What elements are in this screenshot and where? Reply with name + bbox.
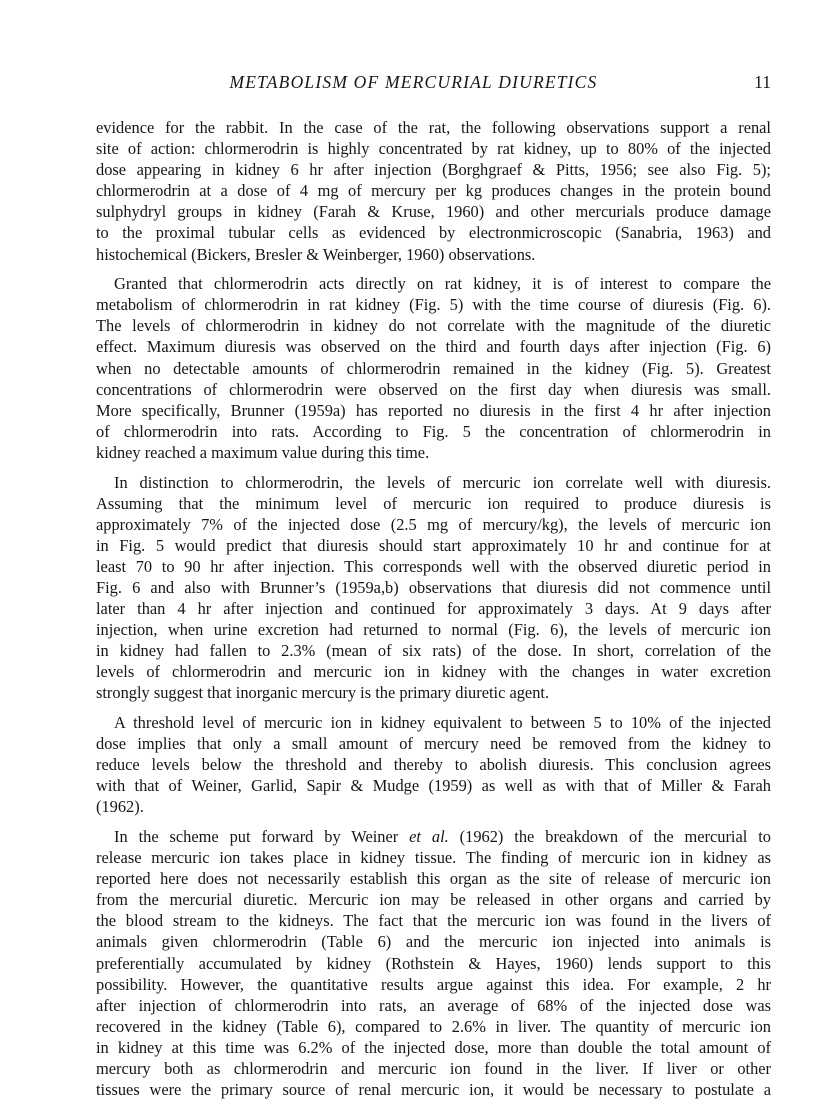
text-line: tissues were the primary source of renal mercuric ion, it would be necessary to postulate a — [96, 1080, 771, 1100]
text-line: In the scheme put forward by Weiner et al. (1962) the breakdown of the mercurial to — [114, 827, 771, 846]
text-line: metabolism of chlormerodrin in rat kidney (Fig. 5) with the time course of diuresis (Fig. 6). — [96, 295, 771, 315]
text-line: preferentially accumulated by kidney (Rothstein & Hayes, 1960) lends support to this — [96, 953, 771, 973]
text-line: Fig. 6 and also with Brunner’s (1959a,b) observations that diuresis did not commence until — [96, 577, 771, 597]
text-line: Granted that chlormerodrin acts directly on rat kidney, it is of interest to compare the — [114, 274, 771, 294]
text-line: Assuming that the minimum level of mercuric ion required to produce diuresis is — [96, 493, 771, 513]
text-line: reported here does not necessarily establish this organ as the site of release of mercuric ion — [96, 869, 771, 889]
text-line: animals given chlormerodrin (Table 6) and the mercuric ion injected into animals is — [96, 932, 771, 952]
text-line: dose appearing in kidney 6 hr after injection (Borghgraef & Pitts, 1956; see also Fig. 5); — [96, 160, 771, 180]
running-title: METABOLISM OF MERCURIAL DIURETICS — [229, 72, 598, 92]
text-line: chlormerodrin at a dose of 4 mg of mercury per kg produces changes in the protein bound — [96, 181, 771, 201]
text-line: approximately 7% of the injected dose (2.5 mg of mercury/kg), the levels of mercuric ion — [96, 514, 771, 534]
paragraph — [96, 712, 771, 817]
text-line: after injection of chlormerodrin into rats, an average of 68% of the injected dose was — [96, 995, 771, 1015]
text-line: concentrations of chlormerodrin were observed on the first day when diuresis was small. — [96, 379, 771, 399]
text-line: More specifically, Brunner (1959a) has reported no diuresis in the first 4 hr after injection — [96, 400, 771, 420]
text-line: when no detectable amounts of chlormerodrin remained in the kidney (Fig. 5). Greatest — [96, 358, 771, 378]
paragraph — [96, 826, 771, 1100]
text-line: histochemical (Bickers, Bresler & Weinberger, 1960) observations. — [96, 244, 536, 264]
text-line: dose implies that only a small amount of mercury need be removed from the kidney to — [96, 734, 771, 754]
text-line: reduce levels below the threshold and thereby to abolish diuresis. This conclusion agrees — [96, 755, 771, 775]
text-line: The levels of chlormerodrin in kidney do not correlate with the magnitude of the diuretic — [96, 316, 771, 336]
text-line: sulphydryl groups in kidney (Farah & Kruse, 1960) and other mercurials produce damage — [96, 202, 771, 222]
paragraph — [96, 472, 771, 704]
text-line: site of action: chlormerodrin is highly concentrated by rat kidney, up to 80% of the injected — [96, 139, 771, 159]
running-head — [96, 70, 771, 96]
paragraph — [96, 117, 771, 265]
text-line: levels of chlormerodrin and mercuric ion in kidney with the changes in water excretion — [96, 662, 771, 682]
text-line: in kidney at this time was 6.2% of the injected dose, more than double the total amount of — [96, 1037, 771, 1057]
text-line: In distinction to chlormerodrin, the levels of mercuric ion correlate well with diuresis. — [114, 472, 771, 492]
text-line: possibility. However, the quantitative results argue against this idea. For example, 2 hr — [96, 974, 771, 994]
text-line: in Fig. 5 would predict that diuresis should start approximately 10 hr and continue for at — [96, 535, 771, 555]
text-line: effect. Maximum diuresis was observed on the third and fourth days after injection (Fig. 6) — [96, 337, 771, 357]
text-line: strongly suggest that inorganic mercury is the primary diuretic agent. — [96, 683, 550, 703]
text-line: of chlormerodrin into rats. According to Fig. 5 the concentration of chlormerodrin in — [96, 421, 771, 441]
text-line: the blood stream to the kidneys. The fact that the mercuric ion was found in the livers of — [96, 911, 771, 931]
text-line: A threshold level of mercuric ion in kidney equivalent to between 5 to 10% of the injected — [114, 713, 771, 733]
text-line: kidney reached a maximum value during this time. — [96, 442, 430, 462]
text-line: later than 4 hr after injection and continued for approximately 3 days. At 9 days after — [96, 599, 771, 619]
text-line: in kidney had fallen to 2.3% (mean of six rats) of the dose. In short, correlation of the — [96, 641, 771, 661]
paragraph — [96, 273, 771, 463]
text-line: mercury both as chlormerodrin and mercuric ion found in the liver. If liver or other — [96, 1059, 771, 1079]
italic-text: et al. — [409, 827, 449, 846]
text-line: recovered in the kidney (Table 6), compared to 2.6% in liver. The quantity of mercuric ion — [96, 1016, 771, 1036]
text-line: evidence for the rabbit. In the case of the rat, the following observations support a renal — [96, 118, 771, 137]
text-line: to the proximal tubular cells as evidenced by electronmicroscopic (Sanabria, 1963) and — [96, 223, 771, 243]
body-text — [96, 117, 771, 1109]
page-number: 11 — [754, 72, 771, 92]
text-line: (1962). — [96, 797, 144, 817]
text-line: least 70 to 90 hr after injection. This corresponds well with the observed diuretic period in — [96, 556, 771, 576]
text-line: from the mercurial diuretic. Mercuric ion may be released in other organs and carried by — [96, 890, 771, 910]
text-line: with that of Weiner, Garlid, Sapir & Mudge (1959) as well as with that of Miller & Farah — [96, 776, 771, 796]
text-line: injection, when urine excretion had returned to normal (Fig. 6), the levels of mercuric ion — [96, 620, 771, 640]
text-line: release mercuric ion takes place in kidney tissue. The finding of mercuric ion in kidney as — [96, 848, 771, 868]
